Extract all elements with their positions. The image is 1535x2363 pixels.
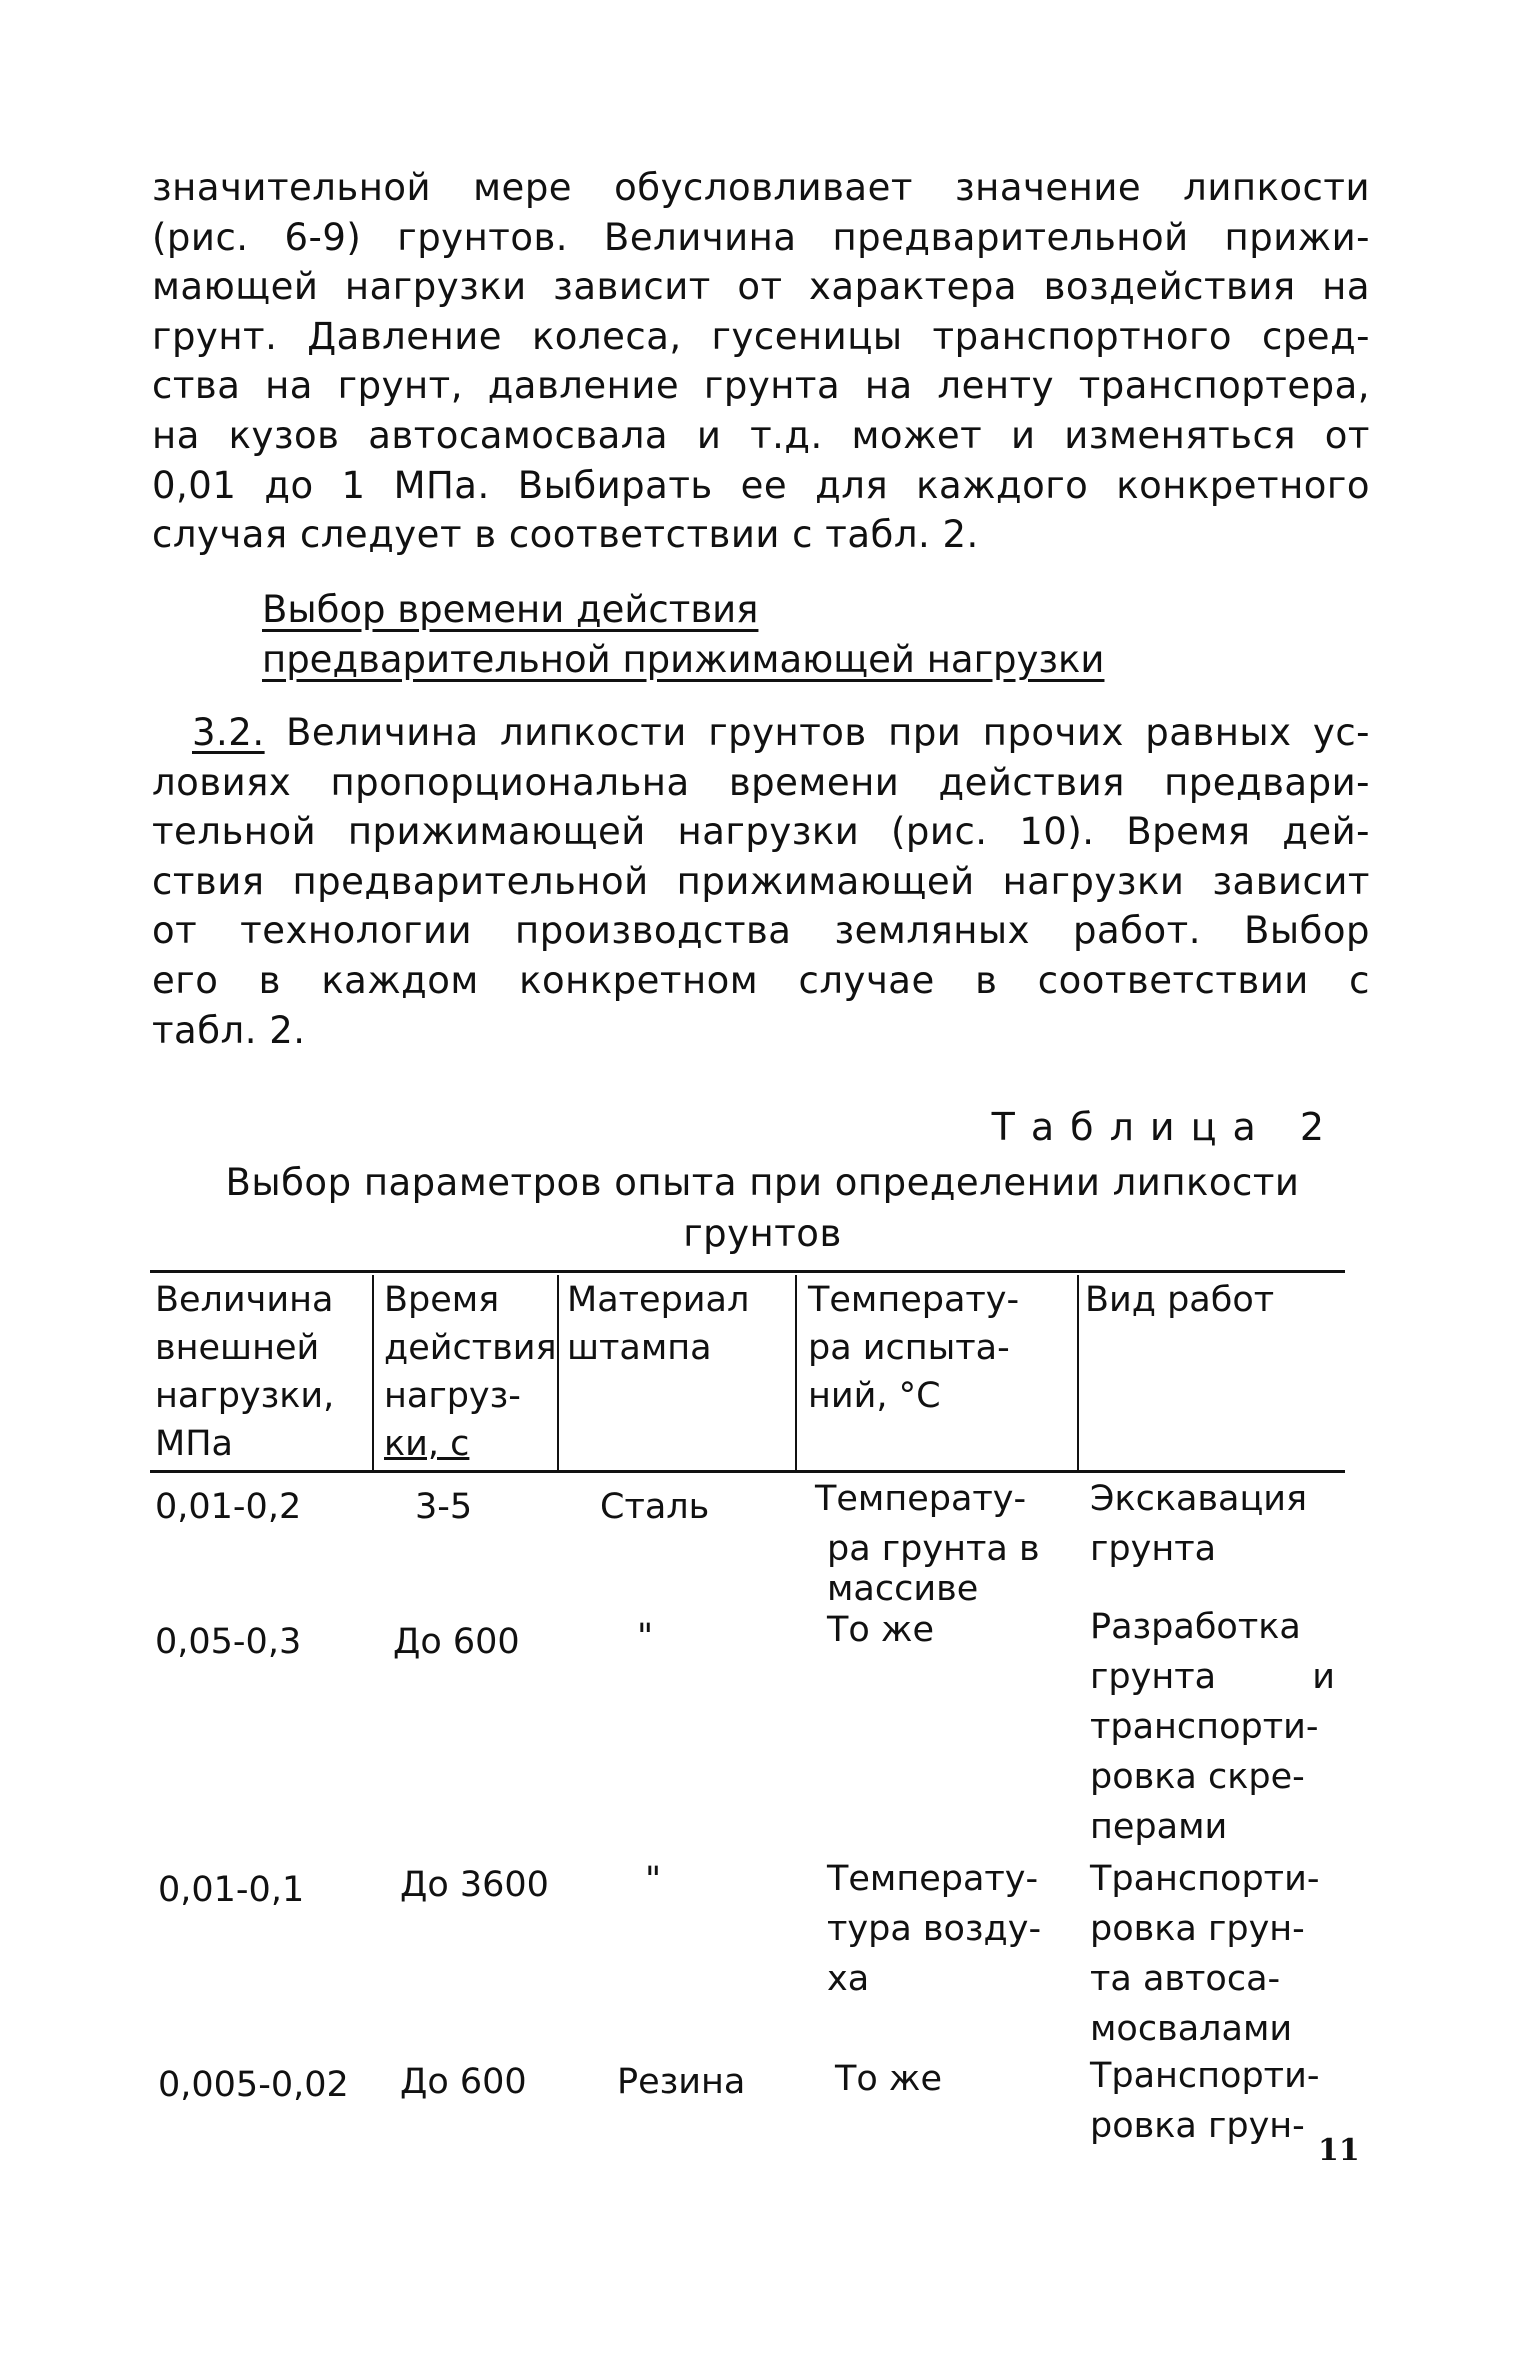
header-line: нагрузки, bbox=[155, 1376, 335, 1416]
cell-line: Температу- bbox=[815, 1479, 1027, 1519]
table-title-line: грунтов bbox=[683, 1212, 842, 1255]
cell-line: мосвалами bbox=[1090, 2009, 1293, 2049]
table-cell-temperature bbox=[827, 1854, 1041, 2004]
table-top-rule bbox=[150, 1270, 1345, 1273]
table-cell-material: " bbox=[637, 1617, 654, 1657]
table-header-time bbox=[384, 1276, 557, 1468]
cell-line: ровка скре- bbox=[1090, 1757, 1305, 1797]
table-cell-time: До 600 bbox=[393, 1622, 520, 1662]
header-line: штампа bbox=[567, 1328, 712, 1368]
table-label: Таблица 2 bbox=[991, 1105, 1340, 1149]
cell-line: грунта bbox=[1090, 1529, 1217, 1569]
table-header-load bbox=[155, 1276, 334, 1468]
paragraph-line: мающей нагрузки зависит от характера воздействия на bbox=[152, 265, 1370, 309]
header-line: ний, °С bbox=[808, 1376, 941, 1416]
header-line: Температу- bbox=[808, 1280, 1020, 1320]
cell-line: грунта и bbox=[1090, 1657, 1335, 1697]
table-title-line: Выбор параметров опыта при определении липкости bbox=[225, 1161, 1300, 1204]
paragraph-line: случая следует в соответствии с табл. 2. bbox=[152, 513, 979, 557]
cell-line: та автоса- bbox=[1090, 1959, 1281, 1999]
cell-line: Транспорти- bbox=[1090, 2056, 1320, 2096]
cell-line: массиве bbox=[827, 1569, 979, 1609]
table-cell-load: 0,01-0,1 bbox=[158, 1870, 305, 1910]
header-line: МПа bbox=[155, 1424, 233, 1464]
paragraph-line: значительной мере обусловливает значение липкости bbox=[152, 166, 1370, 209]
paragraph-line: (рис. 6-9) грунтов. Величина предварительной прижи- bbox=[152, 215, 1370, 259]
table-column-divider bbox=[372, 1275, 374, 1470]
table-cell-temperature bbox=[835, 2054, 942, 2104]
table-cell-temperature bbox=[827, 1605, 934, 1655]
table-cell-work bbox=[1090, 1854, 1319, 2054]
table-cell-work bbox=[1090, 2051, 1319, 2151]
table-cell-time: До 600 bbox=[400, 2062, 527, 2102]
header-line: ки, с bbox=[384, 1424, 470, 1464]
table-column-divider bbox=[1077, 1275, 1079, 1470]
paragraph-line: табл. 2. bbox=[152, 1008, 306, 1052]
paragraph-2 bbox=[152, 708, 1370, 1055]
paragraph-line: его в каждом конкретном случае в соответствии с bbox=[152, 958, 1370, 1002]
table-title bbox=[150, 1157, 1375, 1259]
paragraph-line: ловиях пропорциональна времени действия предвари- bbox=[152, 760, 1370, 804]
paragraph-line: грунт. Давление колеса, гусеницы транспортного сред- bbox=[152, 314, 1370, 358]
cell-line: Транспорти- bbox=[1090, 1859, 1320, 1899]
table-header-rule bbox=[150, 1470, 1345, 1473]
table-header-work bbox=[1085, 1276, 1274, 1324]
table-cell-time: До 3600 bbox=[400, 1865, 549, 1905]
table-column-divider bbox=[557, 1275, 559, 1470]
paragraph-line: ствия предварительной прижимающей нагрузки зависит bbox=[152, 859, 1370, 903]
table-cell-temperature bbox=[815, 1474, 1040, 1614]
table-cell-load: 0,01-0,2 bbox=[155, 1487, 302, 1527]
table-column-divider bbox=[795, 1275, 797, 1470]
paragraph-line bbox=[152, 708, 1370, 758]
table-cell-material: Резина bbox=[617, 2062, 746, 2102]
section-heading bbox=[262, 585, 1142, 685]
cell-line: тура возду- bbox=[827, 1909, 1042, 1949]
cell-line: ровка грун- bbox=[1090, 2106, 1305, 2146]
header-line: Вид работ bbox=[1085, 1280, 1275, 1320]
table-cell-load: 0,05-0,3 bbox=[155, 1622, 302, 1662]
table-cell-material: " bbox=[645, 1860, 662, 1900]
page-number: 11 bbox=[1318, 2133, 1360, 2168]
paragraph-line: на кузов автосамосвала и т.д. может и изменяться от bbox=[152, 413, 1370, 457]
heading-line: предварительной прижимающей нагрузки bbox=[262, 638, 1105, 681]
paragraph-line: тельной прижимающей нагрузки (рис. 10). Время дей- bbox=[152, 810, 1370, 854]
cell-line: То же bbox=[835, 2059, 942, 2099]
table-header-material bbox=[567, 1276, 749, 1372]
header-line: действия bbox=[384, 1328, 557, 1368]
paragraph-line-text: Величина липкости грунтов при прочих равных ус- bbox=[286, 711, 1371, 754]
cell-line: ха bbox=[827, 1959, 870, 1999]
header-line: Величина bbox=[155, 1280, 334, 1320]
header-line: Время bbox=[384, 1280, 500, 1320]
table-cell-work bbox=[1090, 1602, 1335, 1852]
paragraph-line: ства на грунт, давление грунта на ленту транспортера, bbox=[152, 364, 1370, 408]
cell-line: перами bbox=[1090, 1807, 1228, 1847]
cell-line: транспорти- bbox=[1090, 1707, 1319, 1747]
header-line: Материал bbox=[567, 1280, 750, 1320]
table-header-temperature bbox=[808, 1276, 1019, 1420]
section-number: 3.2. bbox=[192, 711, 265, 754]
header-line: ра испыта- bbox=[808, 1328, 1010, 1368]
paragraph-line: 0,01 до 1 МПа. Выбирать ее для каждого конкретного bbox=[152, 463, 1370, 507]
paragraph-line: от технологии производства земляных работ. Выбор bbox=[152, 909, 1370, 953]
header-line: внешней bbox=[155, 1328, 320, 1368]
paragraph-1 bbox=[152, 163, 1370, 560]
table-cell-load: 0,005-0,02 bbox=[158, 2065, 349, 2105]
table-cell-work bbox=[1090, 1474, 1307, 1574]
heading-line: Выбор времени действия bbox=[262, 588, 759, 631]
header-line: нагруз- bbox=[384, 1376, 521, 1416]
cell-line: ра грунта в bbox=[827, 1529, 1040, 1569]
cell-line: Температу- bbox=[827, 1859, 1039, 1899]
cell-line: Разработка bbox=[1090, 1607, 1301, 1647]
cell-line: Экскавация bbox=[1090, 1479, 1308, 1519]
table-cell-material: Сталь bbox=[600, 1487, 710, 1527]
table-cell-time: 3-5 bbox=[415, 1487, 473, 1527]
cell-line: То же bbox=[827, 1610, 934, 1650]
cell-line: ровка грун- bbox=[1090, 1909, 1305, 1949]
